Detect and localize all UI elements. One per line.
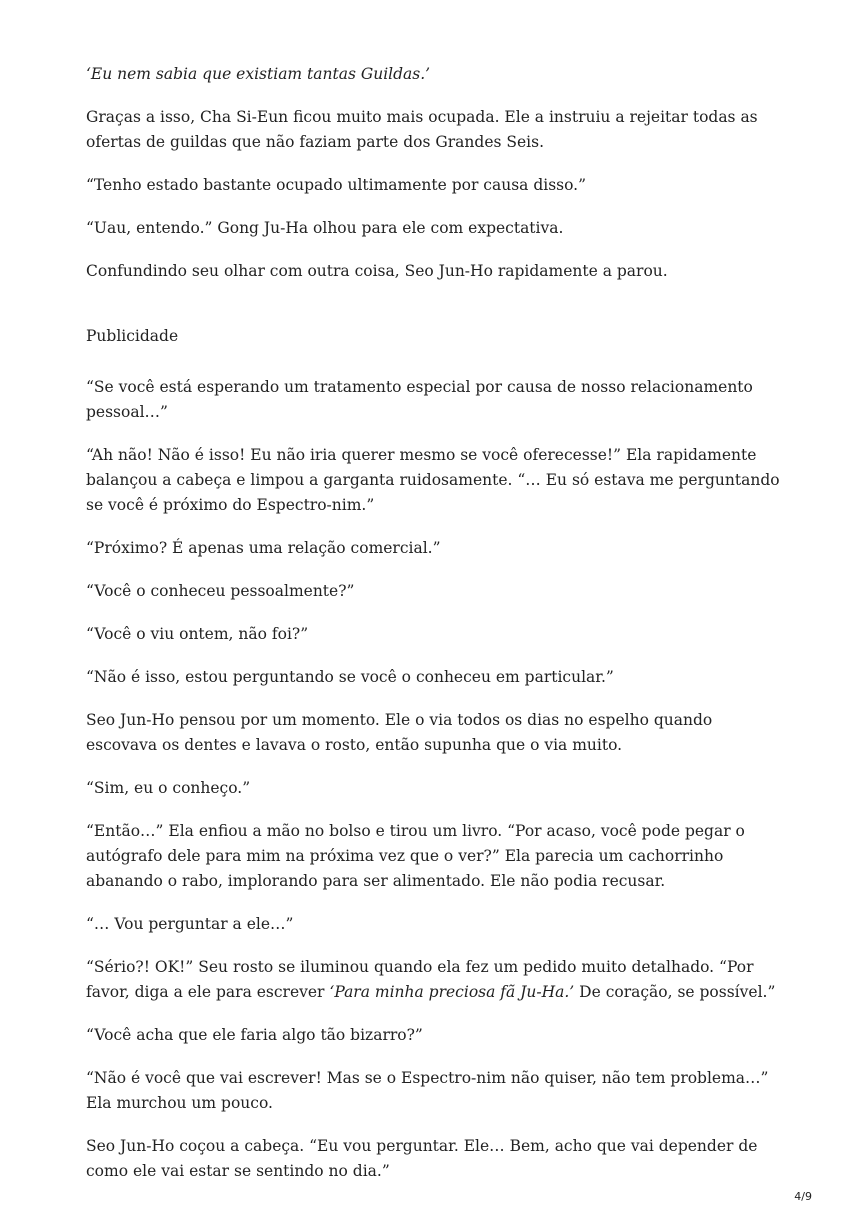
paragraph-16-start: “Sério?! OK!” Seu rosto se iluminou quando ela fez um pedido muito detalhado. “Por favor, diga a ele para escrever — [86, 958, 754, 1001]
document-body — [86, 62, 786, 1202]
paragraph-3: “Tenho estado bastante ocupado ultimamente por causa disso.” — [86, 176, 587, 194]
paragraph-2: Graças a isso, Cha Si-Eun ficou muito mais ocupada. Ele a instruiu a rejeitar todas as ofertas de guildas que não faziam parte dos Grandes Seis. — [86, 108, 758, 151]
paragraph-9: “Você o conheceu pessoalmente?” — [86, 582, 355, 600]
paragraph-12: Seo Jun-Ho pensou por um momento. Ele o via todos os dias no espelho quando escovava os dentes e lavava o rosto, então supunha que o via muito. — [86, 711, 713, 754]
paragraph-16 — [86, 955, 786, 1005]
paragraph-19: Seo Jun-Ho coçou a cabeça. “Eu vou perguntar. Ele… Bem, acho que vai depender de como ele vai estar se sentindo no dia.” — [86, 1137, 758, 1180]
paragraph-6: “Se você está esperando um tratamento especial por causa de nosso relacionamento pessoal…” — [86, 378, 753, 421]
paragraph-4: “Uau, entendo.” Gong Ju-Ha olhou para ele com expectativa. — [86, 219, 564, 237]
paragraph-1 — [86, 62, 786, 87]
paragraph-16-end: De coração, se possível.” — [574, 983, 776, 1001]
paragraph-8: “Próximo? É apenas uma relação comercial.” — [86, 539, 441, 557]
advertisement-label: Publicidade — [86, 327, 179, 345]
paragraph-13: “Sim, eu o conheço.” — [86, 779, 251, 797]
paragraph-10: “Você o viu ontem, não foi?” — [86, 625, 309, 643]
italic-thought: ‘Eu nem sabia que existiam tantas Guildas.’ — [86, 65, 431, 83]
paragraph-15: “… Vou perguntar a ele…” — [86, 915, 294, 933]
paragraph-14: “Então…” Ela enfiou a mão no bolso e tirou um livro. “Por acaso, você pode pegar o autógrafo dele para mim na próxima vez que o ver?” Ela parecia um cachorrinho abanando o rabo, implorando para ser alimentado. Ele não podia recusar. — [86, 822, 745, 890]
paragraph-18: “Não é você que vai escrever! Mas se o Espectro-nim não quiser, não tem problema…” Ela murchou um pouco. — [86, 1069, 769, 1112]
paragraph-11: “Não é isso, estou perguntando se você o conheceu em particular.” — [86, 668, 614, 686]
paragraph-7: “Ah não! Não é isso! Eu não iria querer mesmo se você oferecesse!” Ela rapidamente balançou a cabeça e limpou a garganta ruidosamente. “… Eu só estava me perguntando se você é próximo do Espectro-nim.” — [86, 446, 780, 514]
paragraph-5: Confundindo seu olhar com outra coisa, Seo Jun-Ho rapidamente a parou. — [86, 262, 668, 280]
page-number: 4/9 — [794, 1190, 812, 1203]
paragraph-17: “Você acha que ele faria algo tão bizarro?” — [86, 1026, 423, 1044]
paragraph-16-italic: ‘Para minha preciosa fã Ju-Ha.’ — [329, 983, 575, 1001]
